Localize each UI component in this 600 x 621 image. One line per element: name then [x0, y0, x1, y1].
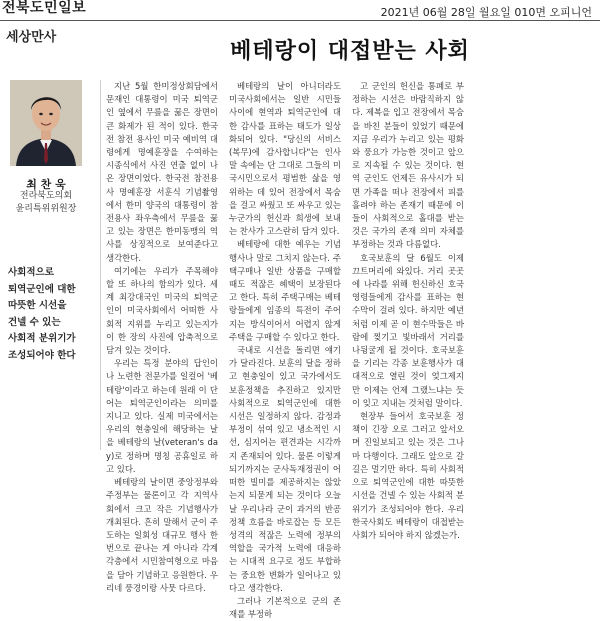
headline: 베테랑이 대접받는 사회	[230, 39, 470, 64]
pull-quote-line: 사회적 분위기가	[8, 333, 76, 344]
author-photo	[10, 80, 82, 166]
dateline: 2021년 06월 28일 월요일 010면 오피니언	[380, 6, 592, 19]
pull-quote-line: 퇴역군인에 대한	[8, 283, 76, 295]
author-title	[0, 190, 92, 216]
article-paragraph: 여기에는 우리가 주목해야 할 또 하나의 함의가 있다. 세계 최강대국인 미국의 퇴역군인이 미국사회에서 어떠한 사회적 지위를 누리고 있는지가 이 한 장의 사진에 압축적으로 담겨 있는 것이다.	[106, 265, 218, 356]
article-paragraph: 호국보훈의 달 6월도 이제 끄트머리에 와있다. 거리 곳곳에 나라를 위해 헌신하신 호국영령들에게 감사를 표하는 현수막이 걸려 있다. 하지만 예년처럼 이제 곧 이 현수막들은 바람에 찢기고 빛바래서 거리를 나뒹굴게 될 것이다. 호국보훈을 기리는 각종 보훈행사가 대대적으로 열린 것이 엊그제지만 이제는 언제 그랬느냐는 듯이 잊고 지내는 것처럼 말이다.	[352, 252, 464, 408]
article-paragraph: 그러나 기본적으로 군의 존재를 부정하	[229, 595, 341, 620]
pull-quote-line: 사회적으로	[8, 267, 54, 278]
article-paragraph: 고 군인의 헌신을 통폐로 부정하는 시선은 바람직하지 않다. 제복을 입고 전장에서 목숨을 바친 분들이 있었기 때문에 지금 우리가 누리고 있는 평화와 풍요가 가능한 것이고 앞으로 지속될 수 있는 것이다. 현역 군인도 언제든 유사시가 되면 가족을 떠나 전장에서 피를 흘려야 하는 존재기 때문에 이들이 사회적으로 홀대를 받는 것은 국가의 존재 의미 자체를 부정하는 것과 다름없다.	[352, 81, 464, 250]
article-paragraph: 우리는 특정 분야의 답인이나 노련한 전문가를 일컬어 '베테랑'이라고 하는데 원래 이 단어는 퇴역군인이라는 의미를 지니고 있다. 실제 미국에서는 우리의 현충일에 해당하는 날을 베테랑의 날(veteran's day)로 정하며 명칭 공휴일로 하고 있다.	[106, 358, 218, 474]
pull-quote-line: 건넬 수 있는	[8, 316, 61, 328]
masthead-rule	[0, 20, 600, 21]
article-paragraph: 베테랑의 날이 아니더라도 미국사회에서는 일반 시민들 사이에 현역과 퇴역군인에 대한 감사를 표하는 태도가 일상화되어 있다. "당신의 서비스(복무)에 감사합니다"는 인사말 속에는 단 그대로 그들의 미국시민으로서 평범한 삶을 영위하는 데 있어 전장에서 목숨을 걸고 싸웠고 또 싸우고 있는 누군가의 헌신과 희생에 보내는 찬사가 고스란히 담겨 있다.	[229, 81, 341, 237]
column-name: 세상만사	[6, 30, 57, 45]
masthead	[0, 0, 600, 20]
article-paragraph: 지난 5월 한미정상회담에서 문재인 대통령이 미국 퇴역군인 옆에서 무릎을 꿇은 장면이 큰 화제가 된 적이 있다. 한국전 참전 용사인 미국 예비역 대령에게 명예훈장을 수여하는 시종식에서 사진 연출 없이 나온 장면이었다. 한국전 참전용사 명예훈장 서훈식 기념촬영에서 한미 양국의 대통령이 참전용사 좌우측에서 무릎을 꿇고 있는 장면은 한미동맹의 역사를 상징적으로 보여준다고 생각한다.	[106, 81, 218, 263]
author-name: 최 찬 욱	[26, 178, 66, 191]
pull-quote-line: 조성되어야 한다	[8, 349, 76, 361]
pull-quote	[8, 265, 96, 364]
column-divider	[100, 80, 101, 450]
article-paragraph: 현장부 들어서 호국보훈 정책이 긴장 오로 그러고 앞서오며 진일보되고 있는 것은 그나마 다행이다. 그래도 앞으로 갈 길은 멀기만 하다. 특히 사회적으로 퇴역군인에 대한 따뜻한 시선을 건넬 수 있는 사회적 분위기가 조성되어야 한다. 우리 한국사회도 베테랑이 대접받는 사회가 되어야 하지 않겠는가.	[352, 411, 464, 540]
author-title-line: 전라북도의회	[19, 191, 73, 201]
author-title-line: 윤리특위위원장	[15, 204, 77, 214]
article-paragraph: 베테랑의 날이면 중앙정부와 주정부는 물론이고 각 지역사회에서 크고 작은 기념행사가 개최된다. 흔히 말해서 군이 주도하는 일회성 대규모 행사 한 번으로 끝나는 게 아니라 각계각층에서 시민참여형으로 마음을 담아 기념하고 응원한다. 우리네 풍경이랑 사뭇 다르다.	[106, 477, 218, 593]
newspaper-logo: 전북도민일보	[2, 0, 87, 16]
author-portrait-icon	[10, 80, 82, 166]
pull-quote-line: 따뜻한 시선을	[8, 300, 67, 311]
article-column-3	[352, 80, 464, 540]
article-paragraph: 베테랑에 대한 예우는 기념행사나 말로 그치지 않는다. 주택구매나 일반 상품을 구매할 때도 적잖은 혜택이 보장된다고 한다. 특히 주택구매는 베테랑들에게 임종의 특전이 주어지는 방식이어서 어렵지 않게 주택을 구매할 수 있다고 한다.	[229, 239, 341, 342]
article-column-2	[229, 80, 341, 620]
article-paragraph: 국내로 시선을 돌리면 얘기가 달라진다. 보훈의 달을 정하고 현충일이 있고 국가에서도 보훈정책을 추진하고 있지만 사회적으로 퇴역군인에 대한 시선은 일정하지 않다. 감정과 부정이 섞여 있고 냉소적인 시선, 심지어는 편견과는 시각까지 존재되어 있다. 물론 이렇게 되기까지는 군사독재정권이 어떠한 빌미를 제공하지는 않았는지 되묻게 되는 것이다 오늘날 우리나라 군이 과거의 반공정책 흐름을 바로잡는 등 모든 성격의 적잖은 노력에 정부의 역할을 국가적 노력에 대응하는 시대적 요구로 정도 부합하는 중요한 변화가 일어나고 있다고 생각한다.	[229, 345, 341, 593]
article-column-1	[106, 80, 218, 593]
